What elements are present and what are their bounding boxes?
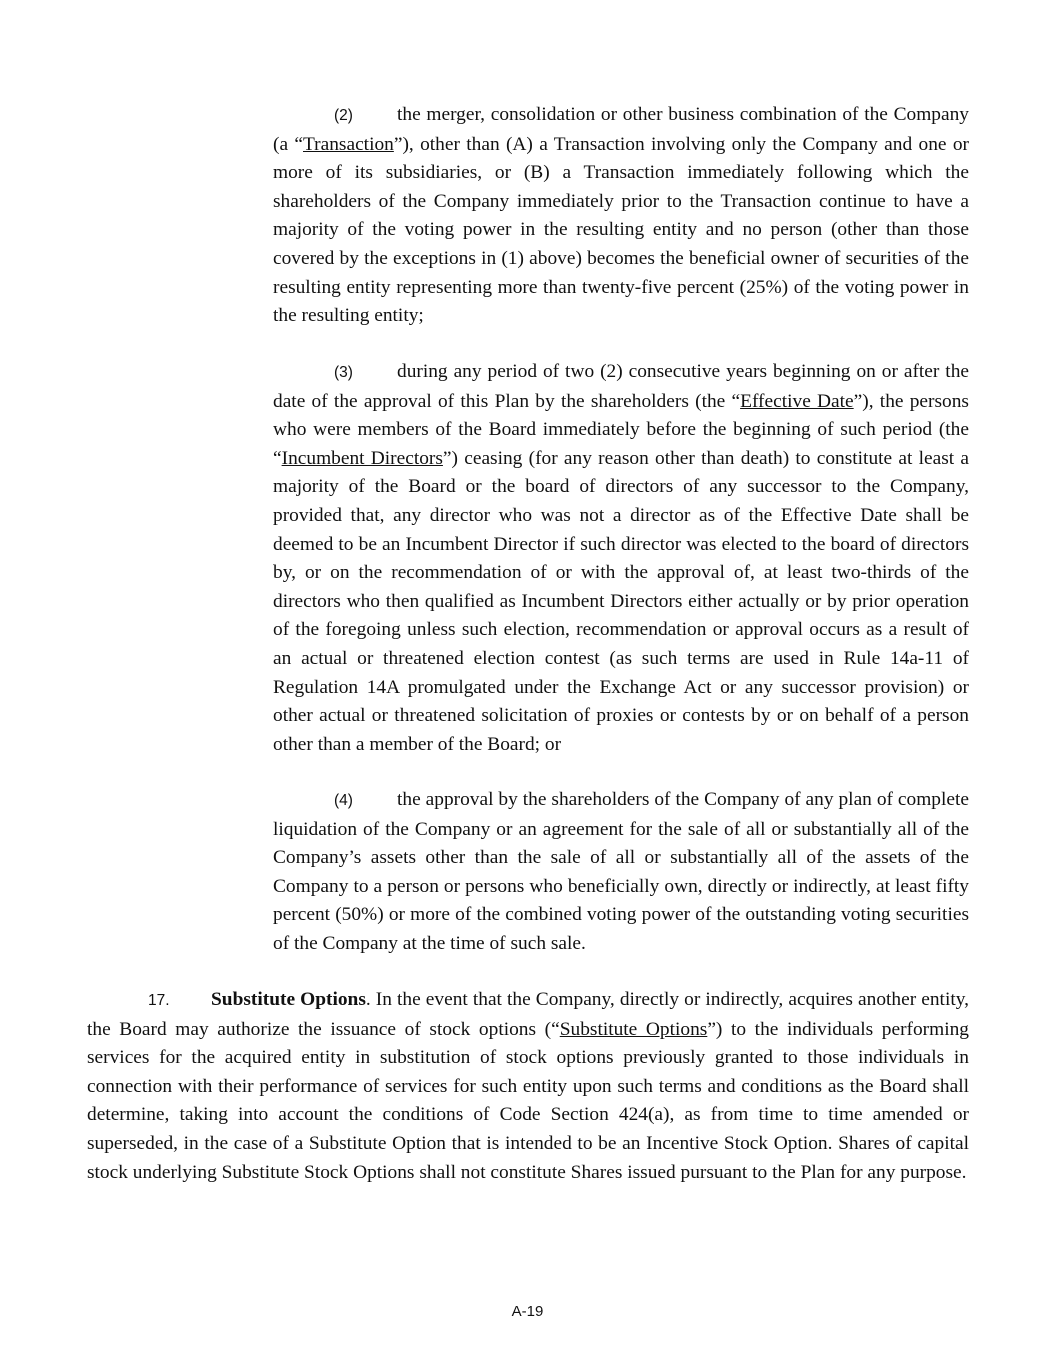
clause-text: during any period of two (2) consecutive years beginning on or after the date of the approval of this Plan by the shareholders (the “ xyxy=(273,361,969,412)
clause-3 xyxy=(273,358,969,759)
section-17 xyxy=(87,986,969,1187)
page-number: A-19 xyxy=(511,1303,544,1320)
clause-text: the approval by the shareholders of the Company of any plan of complete liquidation of the Company or an agreement for the sale of all or substantially all of the Company’s assets other than the sale of all or substantially all of the assets of the Company to a person or persons who beneficially own, directly or indirectly, at least fifty percent (50%) or more of the combined voting power of the outstanding voting securities of the Company at the time of such sale. xyxy=(273,789,969,954)
clause-2 xyxy=(273,101,969,331)
defined-term-effective-date: Effective Date xyxy=(740,390,854,412)
clause-number: (4) xyxy=(334,792,353,809)
section-number: 17. xyxy=(148,992,170,1009)
clause-text: ”), the persons who were members of the Board immediately before the beginning of such period (the “ xyxy=(273,390,969,469)
defined-term-substitute-options: Substitute Options xyxy=(559,1018,708,1040)
clause-text: ”), other than (A) a Transaction involving only the Company and one or more of its subsidiaries, or (B) a Transaction immediately following which the shareholders of the Company immediately prior to the Transaction continue to have a majority of the voting power in the resulting entity and no person (other than those covered by the exceptions in (1) above) becomes the beneficial owner of securities of the resulting entity representing more than twenty-five percent (25%) of the voting power in the resulting entity; xyxy=(273,133,969,327)
defined-term-incumbent-directors: Incumbent Directors xyxy=(281,447,443,469)
defined-term-transaction: Transaction xyxy=(303,133,394,155)
section-heading: Substitute Options xyxy=(211,989,366,1010)
section-text: . In the event that the Company, directly or indirectly, acquires another entity, the Board may authorize the issuance of stock options (“ xyxy=(87,989,969,1040)
clause-text: the merger, consolidation or other business combination of the Company (a “ xyxy=(273,104,969,155)
clause-4 xyxy=(273,786,969,959)
clause-number: (3) xyxy=(334,364,353,381)
clause-text: ”) ceasing (for any reason other than death) to constitute at least a majority of the Board or the board of directors of any successor to the Company, provided that, any director who was not a director as of the Effective Date shall be deemed to be an Incumbent Director if such director was elected to the board of directors by, or on the recommendation of or with the approval of, at least two-thirds of the directors who then qualified as Incumbent Directors either actually or by prior operation of the foregoing unless such election, recommendation or approval occurs as a result of an actual or threatened election contest (as such terms are used in Rule 14a-11 of Regulation 14A promulgated under the Exchange Act or any successor provision) or other actual or threatened solicitation of proxies or contests by or on behalf of a person other than a member of the Board; or xyxy=(273,447,969,755)
section-text: ”) to the individuals performing services for the acquired entity in substitution of stock options previously granted to those individuals in connection with their performance of services for such entity upon such terms and conditions as the Board shall determine, taking into account the conditions of Code Section 424(a), as from time to time amended or superseded, in the case of a Substitute Option that is intended to be an Incentive Stock Option. Shares of capital stock underlying Substitute Stock Options shall not constitute Shares issued pursuant to the Plan for any purpose. xyxy=(87,1018,969,1183)
clause-number: (2) xyxy=(334,107,353,124)
